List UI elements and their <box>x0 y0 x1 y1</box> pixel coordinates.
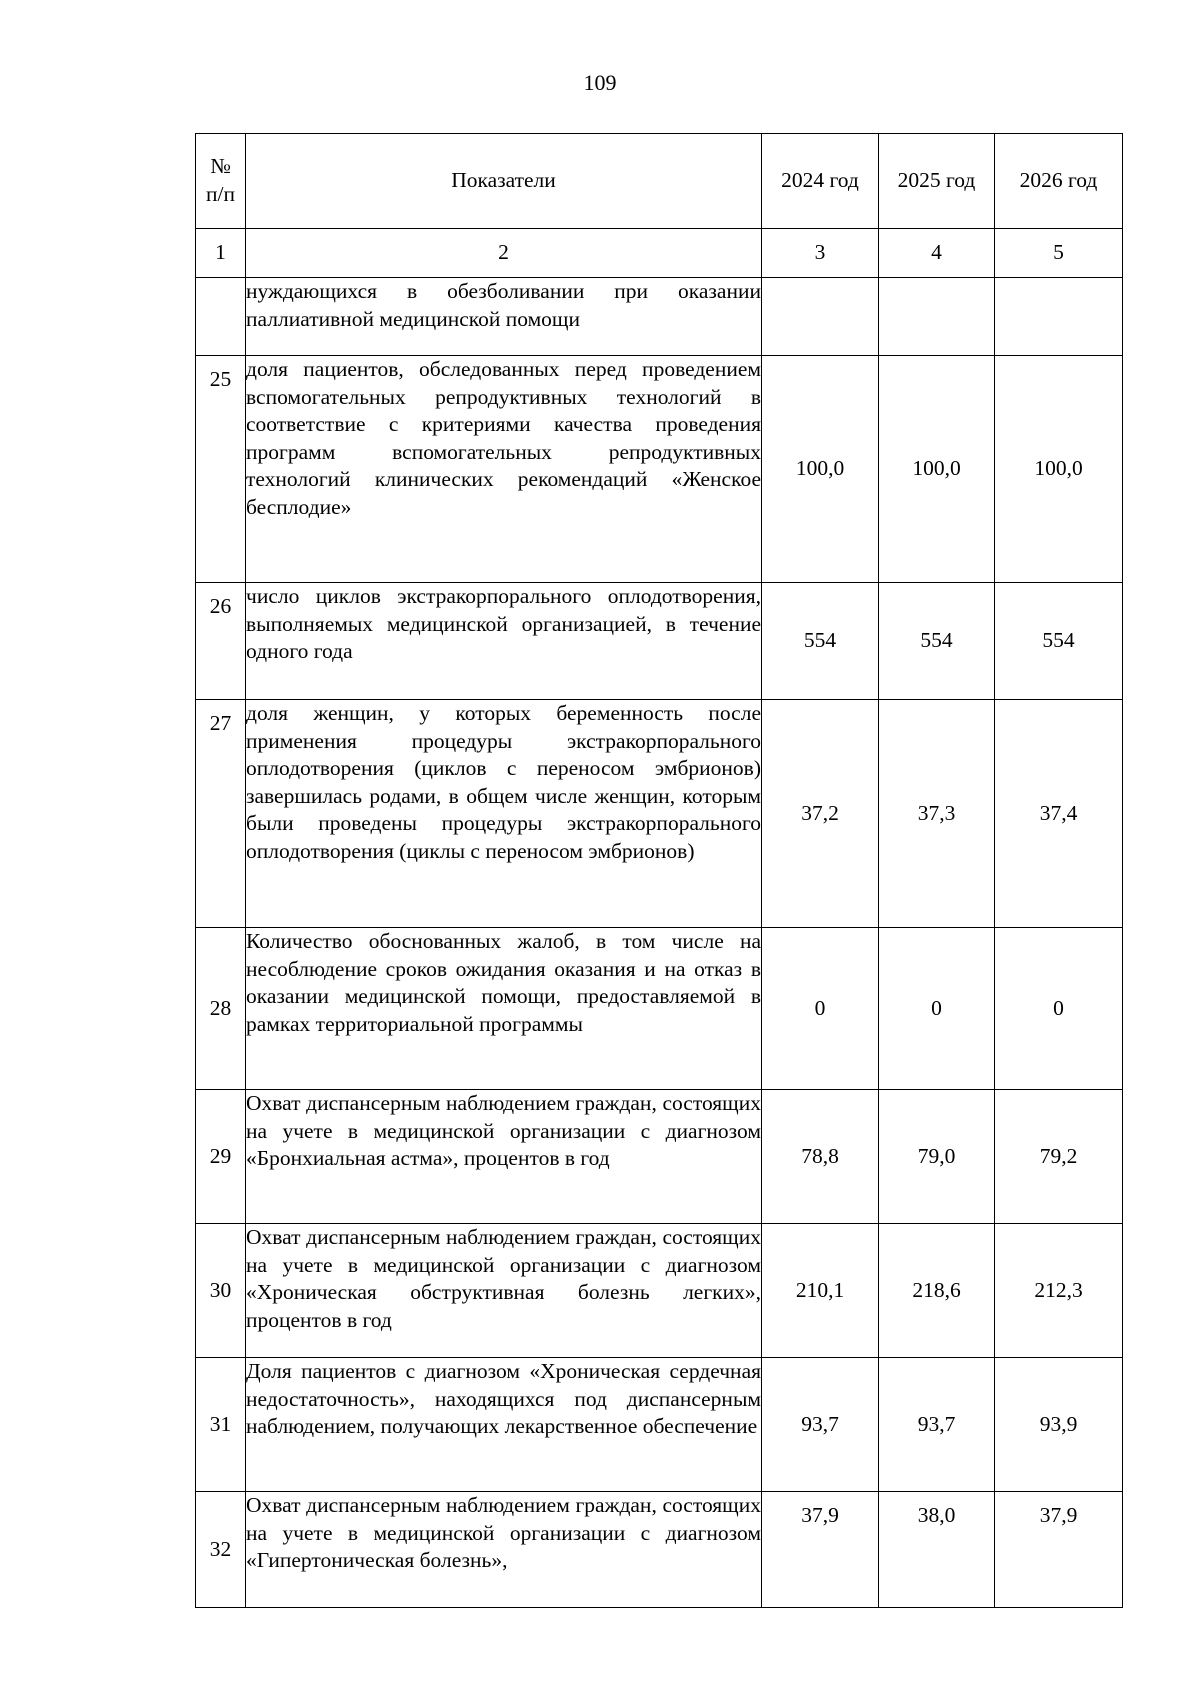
row-number: 31 <box>196 1358 246 1492</box>
row-value-2024: 78,8 <box>762 1090 879 1224</box>
row-value-2024: 37,2 <box>762 700 879 928</box>
row-value-2026: 93,9 <box>995 1358 1123 1492</box>
table-row <box>196 1358 1123 1492</box>
row-value-2026: 100,0 <box>995 356 1123 583</box>
header-num: № п/п <box>196 134 246 229</box>
row-value-2024: 0 <box>762 928 879 1090</box>
row-value-2024: 100,0 <box>762 356 879 583</box>
row-value-2025: 37,3 <box>879 700 995 928</box>
row-value-2026: 212,3 <box>995 1224 1123 1358</box>
row-value-2025: 218,6 <box>879 1224 995 1358</box>
table-row <box>196 1492 1123 1608</box>
row-value-2026: 37,4 <box>995 700 1123 928</box>
row-number: 25 <box>196 356 246 583</box>
row-value-2025: 79,0 <box>879 1090 995 1224</box>
row-value-2024: 37,9 <box>762 1492 879 1608</box>
column-number: 4 <box>879 229 995 278</box>
table-row <box>196 356 1123 583</box>
row-indicator: Количество обоснованных жалоб, в том числе на несоблюдение сроков ожидания оказания и на отказ в оказании медицинской помощи, предоставляемой в рамках территориальной программы <box>246 928 762 1090</box>
table-row <box>196 1224 1123 1358</box>
table-row <box>196 1090 1123 1224</box>
row-indicator: нуждающихся в обезболивании при оказании паллиативной медицинской помощи <box>246 278 762 356</box>
row-value-2026 <box>995 278 1123 356</box>
row-indicator: Охват диспансерным наблюдением граждан, состоящих на учете в медицинской организации с диагнозом «Хроническая обструктивная болезнь легких», процентов в год <box>246 1224 762 1358</box>
row-indicator: число циклов экстракорпорального оплодотворения, выполняемых медицинской организацией, в течение одного года <box>246 583 762 700</box>
column-number: 2 <box>246 229 762 278</box>
row-value-2025: 554 <box>879 583 995 700</box>
table-header-row <box>196 134 1123 229</box>
table-row <box>196 928 1123 1090</box>
row-value-2026: 0 <box>995 928 1123 1090</box>
row-value-2026: 554 <box>995 583 1123 700</box>
header-2026: 2026 год <box>995 134 1123 229</box>
row-value-2026: 79,2 <box>995 1090 1123 1224</box>
indicators-table <box>195 133 1123 1608</box>
header-2024: 2024 год <box>762 134 879 229</box>
table-row <box>196 278 1123 356</box>
row-value-2024: 93,7 <box>762 1358 879 1492</box>
row-indicator: доля женщин, у которых беременность после применения процедуры экстракорпорального оплодотворения (циклов с переносом эмбрионов) завершилась родами, в общем числе женщин, которым были проведены процедуры экстракорпорального оплодотворения (циклы с переносом эмбрионов) <box>246 700 762 928</box>
table-row <box>196 583 1123 700</box>
table-row <box>196 700 1123 928</box>
row-number: 27 <box>196 700 246 928</box>
row-value-2025: 38,0 <box>879 1492 995 1608</box>
row-indicator: Охват диспансерным наблюдением граждан, состоящих на учете в медицинской организации с диагнозом «Гипертоническая болезнь», <box>246 1492 762 1608</box>
page-number: 109 <box>583 70 617 95</box>
header-2025: 2025 год <box>879 134 995 229</box>
row-value-2025 <box>879 278 995 356</box>
header-indicator: Показатели <box>246 134 762 229</box>
row-indicator: доля пациентов, обследованных перед проведением вспомогательных репродуктивных технологий в соответствие с критериями качества проведения программ вспомогательных репродуктивных технологий клинических рекомендаций «Женское бесплодие» <box>246 356 762 583</box>
column-number: 1 <box>196 229 246 278</box>
row-number: 30 <box>196 1224 246 1358</box>
column-numbers-row <box>196 229 1123 278</box>
column-number: 3 <box>762 229 879 278</box>
row-value-2025: 0 <box>879 928 995 1090</box>
row-number: 26 <box>196 583 246 700</box>
row-value-2024: 554 <box>762 583 879 700</box>
row-number: 28 <box>196 928 246 1090</box>
row-number: 29 <box>196 1090 246 1224</box>
row-indicator: Доля пациентов с диагнозом «Хроническая сердечная недостаточность», находящихся под диспансерным наблюдением, получающих лекарственное обеспечение <box>246 1358 762 1492</box>
row-value-2025: 100,0 <box>879 356 995 583</box>
row-value-2025: 93,7 <box>879 1358 995 1492</box>
row-value-2024 <box>762 278 879 356</box>
column-number: 5 <box>995 229 1123 278</box>
row-indicator: Охват диспансерным наблюдением граждан, состоящих на учете в медицинской организации с диагнозом «Бронхиальная астма», процентов в год <box>246 1090 762 1224</box>
row-value-2024: 210,1 <box>762 1224 879 1358</box>
row-number: 32 <box>196 1492 246 1608</box>
row-value-2026: 37,9 <box>995 1492 1123 1608</box>
row-number <box>196 278 246 356</box>
